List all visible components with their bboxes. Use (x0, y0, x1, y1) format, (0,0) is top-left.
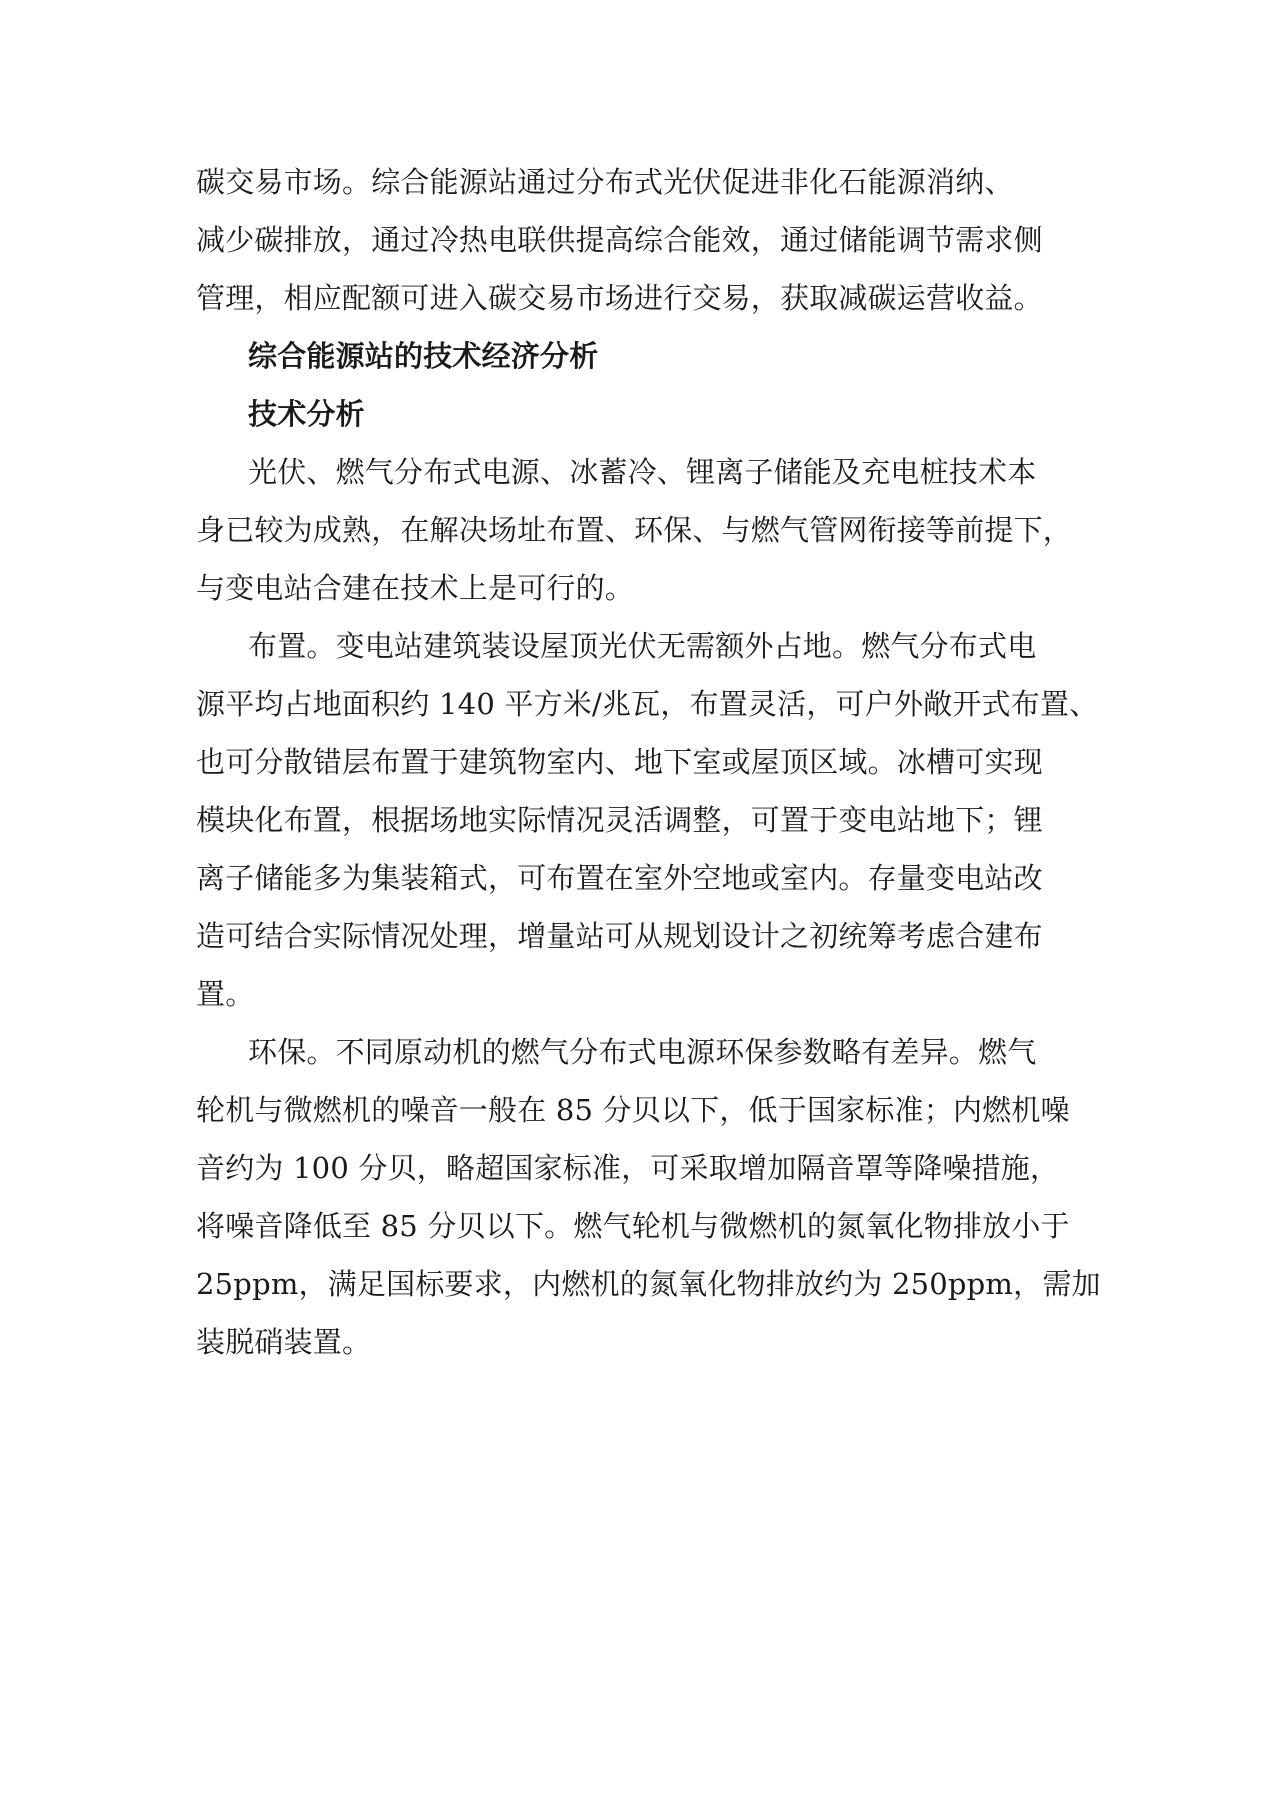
section-heading: 综合能源站的技术经济分析 (248, 339, 599, 373)
paragraph-line: 轮机与微燃机的噪音一般在 85 分贝以下，低于国家标准；内燃机噪 (196, 1093, 1070, 1127)
paragraph-line: 源平均占地面积约 140 平方米/兆瓦，布置灵活，可户外敞开式布置、 (196, 687, 1099, 721)
paragraph-line: 音约为 100 分贝，略超国家标准，可采取增加隔音罩等降噪措施， (196, 1151, 1060, 1185)
paragraph-line: 也可分散错层布置于建筑物室内、地下室或屋顶区域。冰槽可实现 (196, 745, 1043, 779)
paragraph-line: 置。 (196, 977, 255, 1011)
paragraph-line: 碳交易市场。综合能源站通过分布式光伏促进非化石能源消纳、 (196, 165, 1014, 199)
paragraph-line: 管理，相应配额可进入碳交易市场进行交易，获取减碳运营收益。 (196, 281, 1043, 315)
paragraph-line: 布置。变电站建筑装设屋顶光伏无需额外占地。燃气分布式电 (248, 629, 1037, 663)
paragraph-line: 造可结合实际情况处理，增量站可从规划设计之初统筹考虑合建布 (196, 919, 1043, 953)
paragraph-line: 模块化布置，根据场地实际情况灵活调整，可置于变电站地下；锂 (196, 803, 1043, 837)
paragraph-line: 将噪音降低至 85 分贝以下。燃气轮机与微燃机的氮氧化物排放小于 (196, 1209, 1070, 1243)
paragraph-line: 减少碳排放，通过冷热电联供提高综合能效，通过储能调节需求侧 (196, 223, 1043, 257)
paragraph-line: 环保。不同原动机的燃气分布式电源环保参数略有差异。燃气 (248, 1035, 1037, 1069)
paragraph-line: 离子储能多为集装箱式，可布置在室外空地或室内。存量变电站改 (196, 861, 1043, 895)
paragraph-line: 身已较为成熟，在解决场址布置、环保、与燃气管网衔接等前提下， (196, 513, 1073, 547)
paragraph-line: 25ppm，满足国标要求，内燃机的氮氧化物排放约为 250ppm，需加 (196, 1267, 1101, 1301)
subsection-heading: 技术分析 (248, 397, 365, 431)
paragraph-line: 与变电站合建在技术上是可行的。 (196, 571, 635, 605)
paragraph-line: 装脱硝装置。 (196, 1325, 372, 1359)
paragraph-line: 光伏、燃气分布式电源、冰蓄冷、锂离子储能及充电桩技术本 (248, 455, 1037, 489)
